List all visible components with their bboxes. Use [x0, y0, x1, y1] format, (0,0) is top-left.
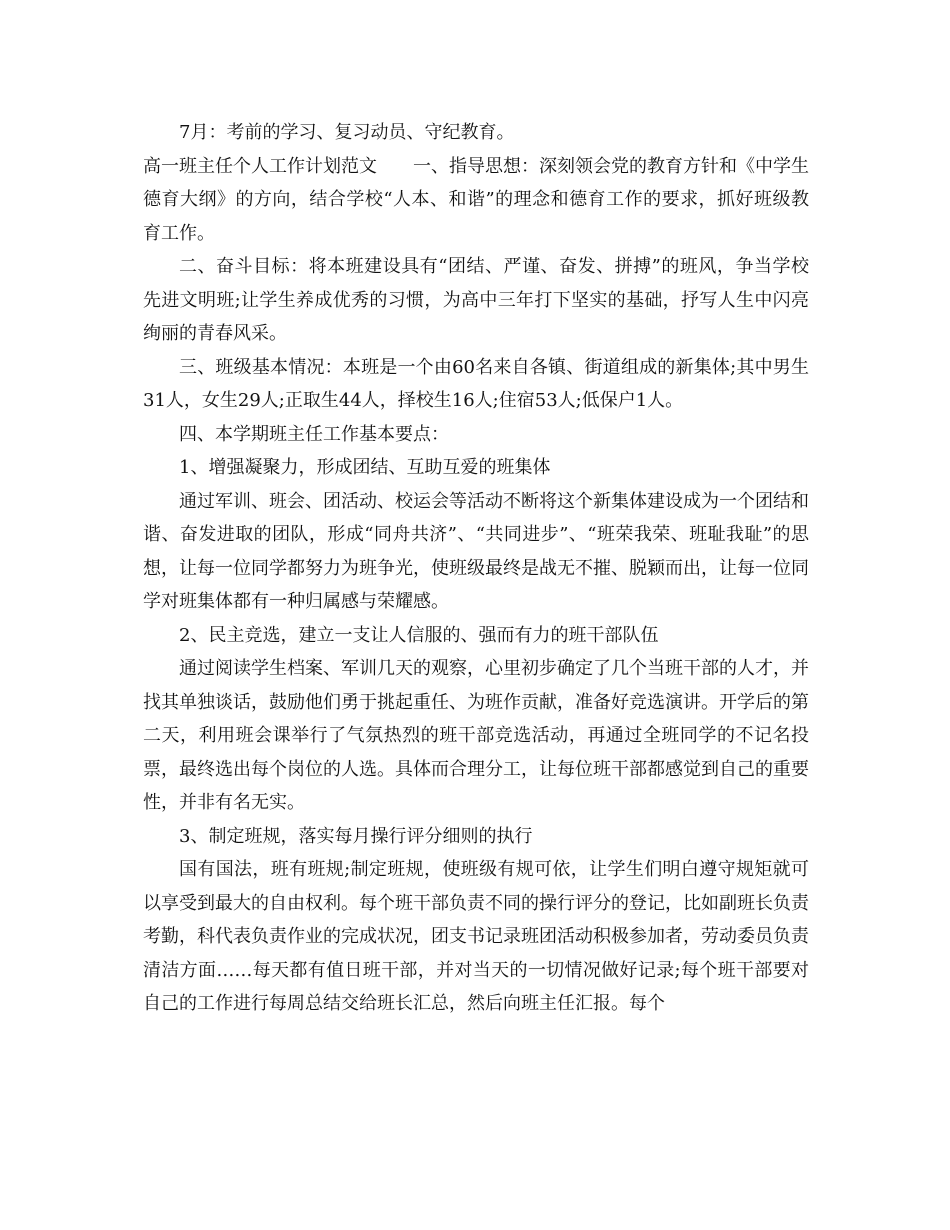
paragraph-point-3-body: 国有国法，班有班规;制定班规，使班级有规可依，让学生们明白遵守规矩就可以享受到最大的自由权利。每个班干部负责不同的操行评分的登记，比如副班长负责考勤，科代表负责作业的完成状况，团支书记录班团活动积极参加者，劳动委员负责清洁方面……每天都有值日班干部，并对当天的一切情况做好记录;每个班干部要对自己的工作进行每周总结交给班长汇总，然后向班主任汇报。每个: [143, 859, 809, 1014]
paragraph-point-1-heading: 1、增强凝聚力，形成团结、互助互爱的班集体: [179, 457, 551, 478]
paragraph-title-guiding-thought: 高一班主任个人工作计划范文 一、指导思想：深刻领会党的教育方针和《中学生德育大纲》的方向，结合学校“人本、和谐”的理念和德育工作的要求，抓好班级教育工作。: [143, 155, 809, 244]
document-body: [143, 116, 809, 1021]
paragraph-point-2-heading: 2、民主竞选，建立一支让人信服的、强而有力的班干部队伍: [179, 624, 659, 646]
paragraph-class-info: 三、班级基本情况：本班是一个由60名来自各镇、街道组成的新集体;其中男生31人，女生29人;正取生44人，择校生16人;住宿53人;低保户1人。: [143, 356, 809, 411]
paragraph-point-3-heading: 3、制定班规，落实每月操行评分细则的执行: [179, 825, 533, 847]
paragraph-july-plan: 7月：考前的学习、复习动员、守纪教育。: [179, 122, 515, 143]
paragraph-goals: 二、奋斗目标：将本班建设具有“团结、严谨、奋发、拼搏”的班风，争当学校先进文明班;让学生养成优秀的习惯，为高中三年打下坚实的基础，抒写人生中闪亮绚丽的青春风采。: [143, 256, 809, 344]
paragraph-key-points-heading: 四、本学期班主任工作基本要点：: [179, 423, 449, 445]
paragraph-point-1-body: 通过军训、班会、团活动、校运会等活动不断将这个新集体建设成为一个团结和谐、奋发进取的团队，形成“同舟共济”、“共同进步”、“班荣我荣、班耻我耻”的思想，让每一位同学都努力为班争光，使班级最终是战无不摧、脱颖而出，让每一位同学对班集体都有一种归属感与荣耀感。: [143, 490, 809, 612]
paragraph-point-2-body: 通过阅读学生档案、军训几天的观察，心里初步确定了几个当班干部的人才，并找其单独谈话，鼓励他们勇于挑起重任、为班作贡献，准备好竞选演讲。开学后的第二天，利用班会课举行了气氛热烈的班干部竞选活动，再通过全班同学的不记名投票，最终选出每个岗位的人选。具体而合理分工，让每位班干部都感觉到自己的重要性，并非有名无实。: [143, 658, 809, 813]
